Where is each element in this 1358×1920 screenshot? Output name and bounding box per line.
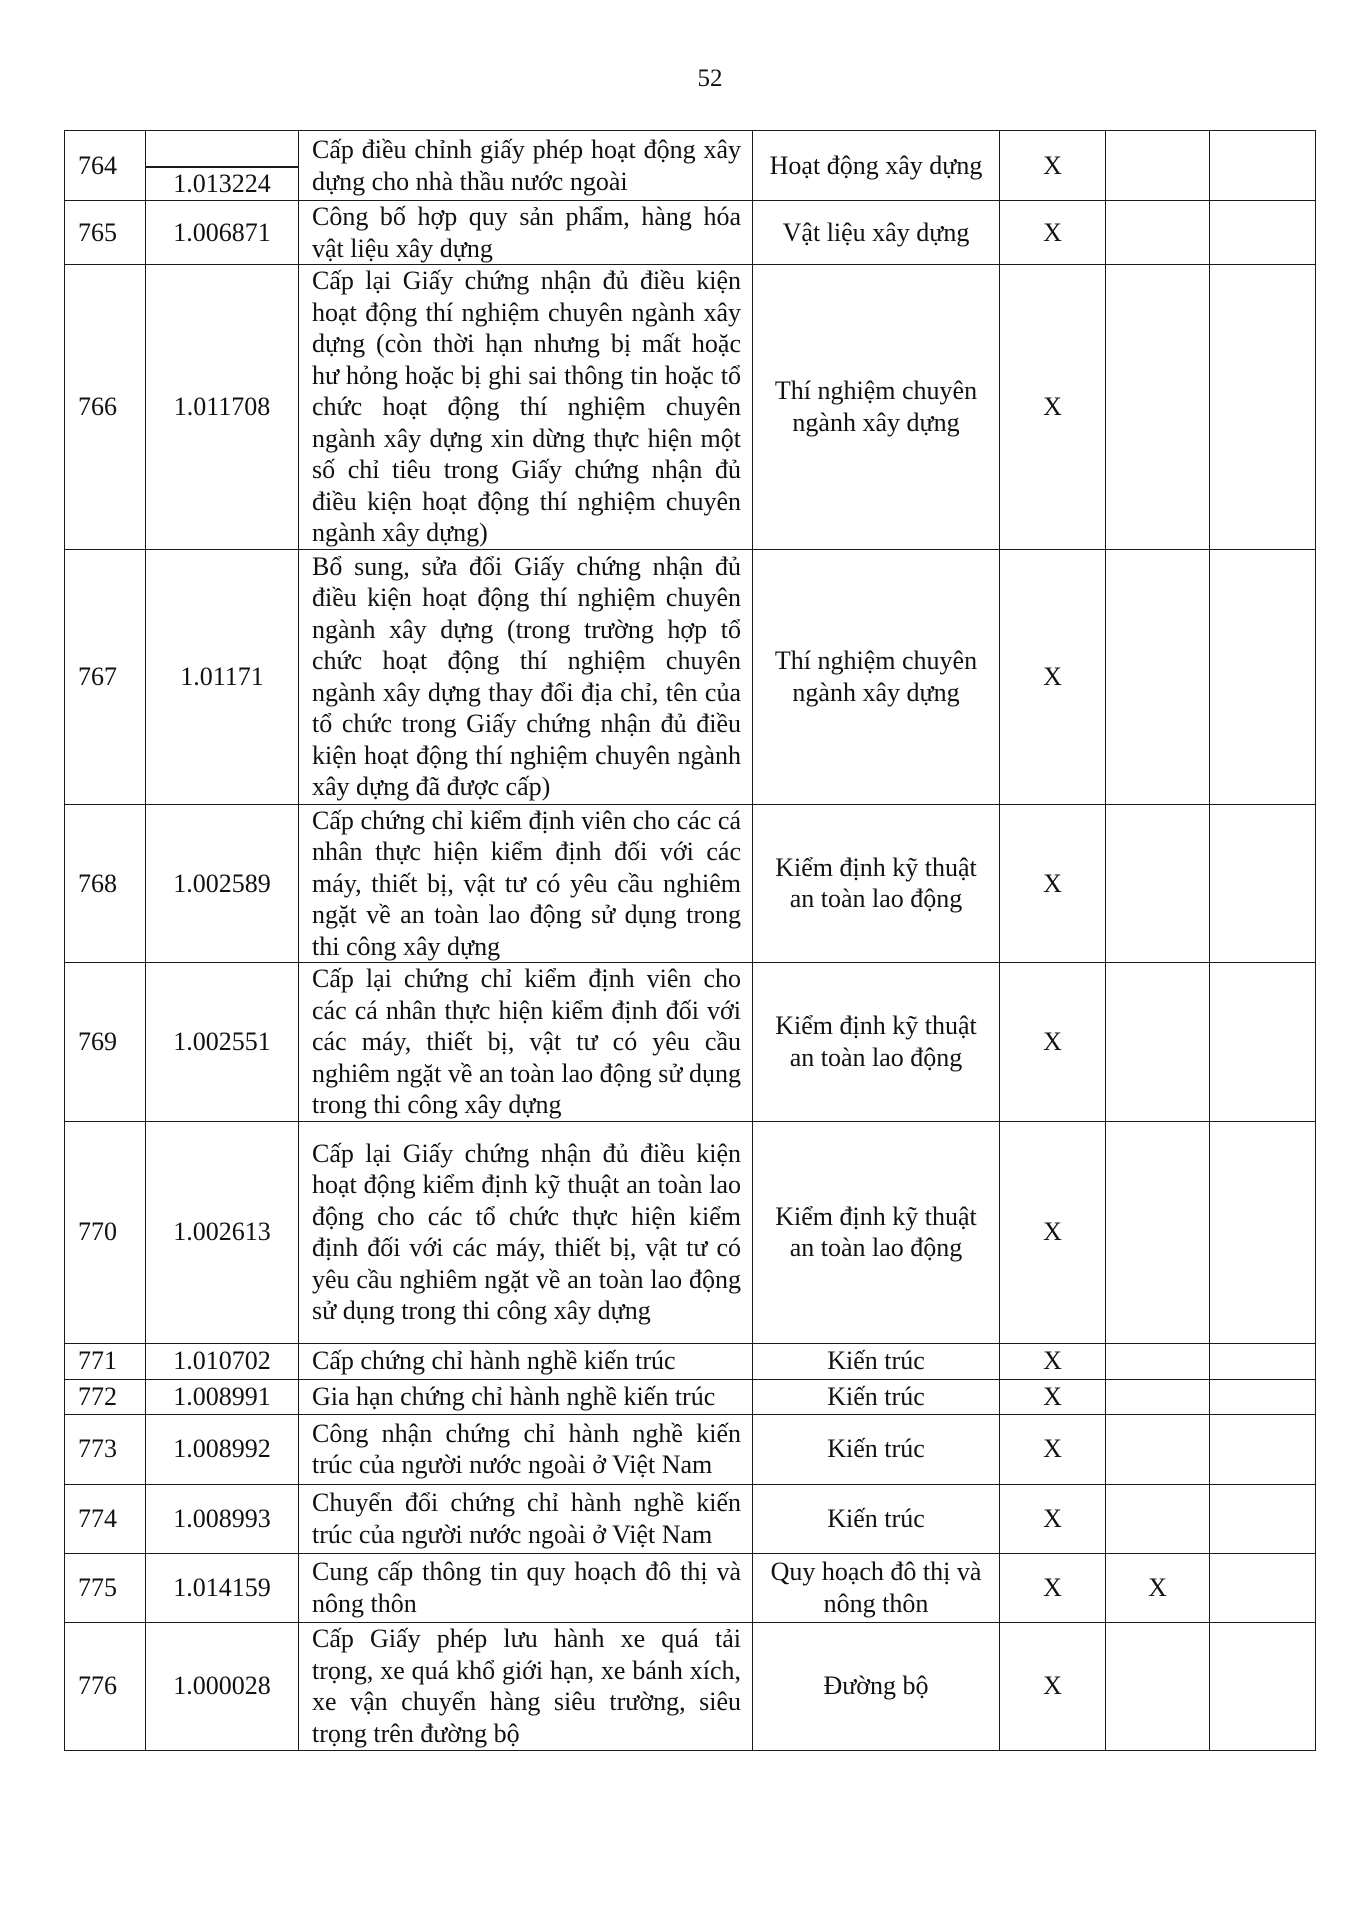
mark-col-1: X [1000,1343,1106,1379]
row-number: 772 [65,1379,146,1414]
mark-col-3 [1210,1622,1316,1750]
procedure-field: Kiến trúc [753,1484,1000,1553]
mark-col-2 [1106,963,1210,1122]
table-row [65,1121,1316,1343]
procedure-code: 1.011708 [146,265,299,550]
mark-col-3 [1210,1379,1316,1414]
procedure-field: Hoạt động xây dựng [753,131,1000,201]
row-number: 766 [65,265,146,550]
table-row [65,265,1316,550]
mark-col-1: X [1000,1553,1106,1622]
procedure-field: Vật liệu xây dựng [753,201,1000,265]
page-number: 52 [697,65,723,92]
table-row [65,1484,1316,1553]
mark-col-3 [1210,1121,1316,1343]
procedure-field: Kiến trúc [753,1343,1000,1379]
procedure-name: Cấp lại chứng chỉ kiểm định viên cho các cá nhân thực hiện kiểm định đối với các máy, thiết bị, vật tư có yêu cầu nghiêm ngặt về an toàn lao động sử dụng trong thi công xây dựng [299,963,753,1122]
row-number: 764 [65,131,146,201]
mark-col-2 [1106,804,1210,963]
procedure-field: Kiểm định kỹ thuật an toàn lao động [753,963,1000,1122]
row-number: 771 [65,1343,146,1379]
row-number: 774 [65,1484,146,1553]
procedure-name: Bổ sung, sửa đổi Giấy chứng nhận đủ điều kiện hoạt động thí nghiệm chuyên ngành xây dựng (trong trường hợp tổ chức hoạt động thí nghiệm chuyên ngành xây dựng thay đổi địa chỉ, tên của tổ chức trong Giấy chứng nhận đủ điều kiện hoạt động thí nghiệm chuyên ngành xây dựng đã được cấp) [299,549,753,804]
procedure-field: Thí nghiệm chuyên ngành xây dựng [753,549,1000,804]
procedure-code: 1.01171 [146,549,299,804]
procedure-name: Cấp chứng chỉ hành nghề kiến trúc [299,1343,753,1379]
mark-col-2 [1106,1379,1210,1414]
row-number: 767 [65,549,146,804]
table-row [65,1379,1316,1414]
table-row [65,1343,1316,1379]
mark-col-2 [1106,1121,1210,1343]
row-number: 770 [65,1121,146,1343]
mark-col-3 [1210,804,1316,963]
procedure-code: 1.006871 [146,201,299,265]
row-number: 776 [65,1622,146,1750]
procedure-name: Cấp lại Giấy chứng nhận đủ điều kiện hoạt động kiểm định kỹ thuật an toàn lao động cho các tổ chức thực hiện kiểm định đối với các máy, thiết bị, vật tư có yêu cầu nghiêm ngặt về an toàn lao động sử dụng trong thi công xây dựng [299,1121,753,1343]
procedure-table [64,130,1316,1751]
procedure-code: 1.010702 [146,1343,299,1379]
mark-col-3 [1210,1553,1316,1622]
table-row [65,131,1316,167]
table-row [65,1414,1316,1484]
procedure-name: Cấp Giấy phép lưu hành xe quá tải trọng, xe quá khổ giới hạn, xe bánh xích, xe vận chuyển hàng siêu trường, siêu trọng trên đường bộ [299,1622,753,1750]
procedure-field: Đường bộ [753,1622,1000,1750]
mark-col-3 [1210,549,1316,804]
table-row [65,201,1316,265]
mark-col-1: X [1000,1379,1106,1414]
procedure-field: Kiểm định kỹ thuật an toàn lao động [753,1121,1000,1343]
procedure-code: 1.002613 [146,1121,299,1343]
procedure-code: 1.008993 [146,1484,299,1553]
mark-col-1: X [1000,265,1106,550]
procedure-field: Kiểm định kỹ thuật an toàn lao động [753,804,1000,963]
mark-col-3 [1210,265,1316,550]
procedure-code: 1.000028 [146,1622,299,1750]
procedure-name: Công nhận chứng chỉ hành nghề kiến trúc của người nước ngoài ở Việt Nam [299,1414,753,1484]
table-row [65,1622,1316,1750]
mark-col-1: X [1000,804,1106,963]
procedure-code: 1.008992 [146,1414,299,1484]
procedure-name: Gia hạn chứng chỉ hành nghề kiến trúc [299,1379,753,1414]
mark-col-1: X [1000,963,1106,1122]
procedure-name: Chuyển đổi chứng chỉ hành nghề kiến trúc của người nước ngoài ở Việt Nam [299,1484,753,1553]
procedure-code: 1.002551 [146,963,299,1122]
procedure-code: 1.002589 [146,804,299,963]
procedure-field: Thí nghiệm chuyên ngành xây dựng [753,265,1000,550]
mark-col-1: X [1000,1414,1106,1484]
mark-col-3 [1210,201,1316,265]
mark-col-2 [1106,201,1210,265]
mark-col-1: X [1000,131,1106,201]
row-number: 773 [65,1414,146,1484]
procedure-name: Cấp chứng chỉ kiểm định viên cho các cá nhân thực hiện kiểm định đối với các máy, thiết bị, vật tư có yêu cầu nghiêm ngặt về an toàn lao động sử dụng trong thi công xây dựng [299,804,753,963]
mark-col-2 [1106,1484,1210,1553]
procedure-code-empty [146,131,299,167]
table-row [65,963,1316,1122]
procedure-code: 1.014159 [146,1553,299,1622]
mark-col-3 [1210,963,1316,1122]
mark-col-1: X [1000,1121,1106,1343]
mark-col-2 [1106,549,1210,804]
row-number: 768 [65,804,146,963]
procedure-field: Kiến trúc [753,1379,1000,1414]
mark-col-3 [1210,1414,1316,1484]
procedure-name: Công bố hợp quy sản phẩm, hàng hóa vật liệu xây dựng [299,201,753,265]
procedure-field: Kiến trúc [753,1414,1000,1484]
row-number: 775 [65,1553,146,1622]
procedure-field: Quy hoạch đô thị và nông thôn [753,1553,1000,1622]
mark-col-2 [1106,1343,1210,1379]
procedure-code: 1.008991 [146,1379,299,1414]
row-number: 769 [65,963,146,1122]
mark-col-1: X [1000,201,1106,265]
row-number: 765 [65,201,146,265]
mark-col-1: X [1000,549,1106,804]
mark-col-1: X [1000,1622,1106,1750]
table-row [65,804,1316,963]
table-row [65,1553,1316,1622]
mark-col-3 [1210,1484,1316,1553]
mark-col-2 [1106,1414,1210,1484]
procedure-code: 1.013224 [146,167,299,201]
procedure-name: Cấp lại Giấy chứng nhận đủ điều kiện hoạt động thí nghiệm chuyên ngành xây dựng (còn thời hạn nhưng bị mất hoặc hư hỏng hoặc bị ghi sai thông tin hoặc tổ chức hoạt động thí nghiệm chuyên ngành xây dựng xin dừng thực hiện một số chỉ tiêu trong Giấy chứng nhận đủ điều kiện hoạt động thí nghiệm chuyên ngành xây dựng) [299,265,753,550]
mark-col-2: X [1106,1553,1210,1622]
mark-col-2 [1106,1622,1210,1750]
procedure-name: Cung cấp thông tin quy hoạch đô thị và nông thôn [299,1553,753,1622]
table-row [65,549,1316,804]
mark-col-3 [1210,1343,1316,1379]
mark-col-3 [1210,131,1316,201]
mark-col-2 [1106,131,1210,201]
mark-col-2 [1106,265,1210,550]
procedure-name: Cấp điều chỉnh giấy phép hoạt động xây dựng cho nhà thầu nước ngoài [299,131,753,201]
mark-col-1: X [1000,1484,1106,1553]
